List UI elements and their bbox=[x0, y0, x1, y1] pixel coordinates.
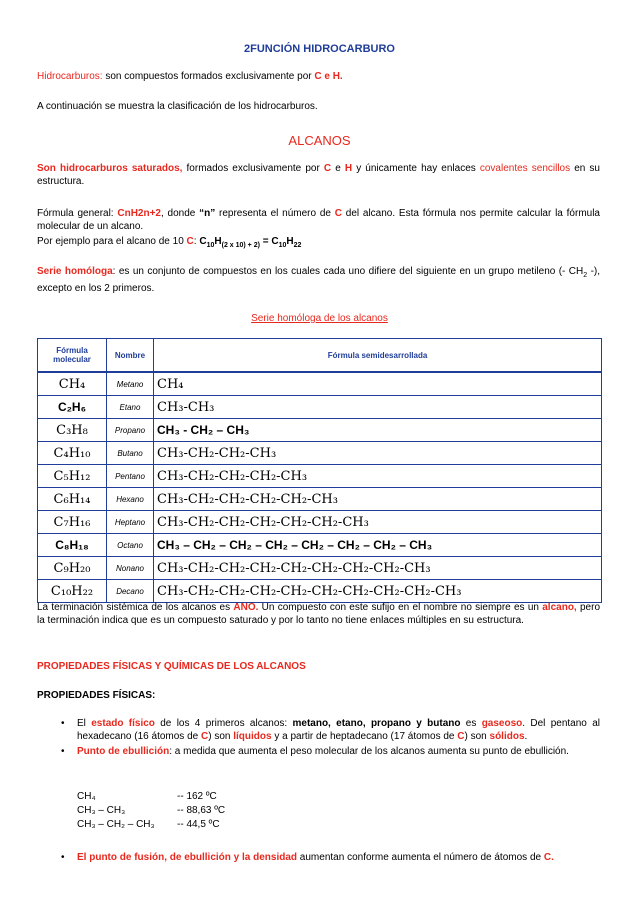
alkanes-table bbox=[37, 338, 602, 603]
physical-heading: PROPIEDADES FÍSICAS: bbox=[37, 690, 156, 701]
properties-list-2 bbox=[37, 851, 600, 864]
cell-semi: CH₃-CH₃ bbox=[154, 396, 602, 419]
cell-semi: CH₃ – CH₂ – CH₂ – CH₂ – CH₂ – CH₂ – CH₂ – CH₃ bbox=[154, 534, 602, 557]
cell-name: Hexano bbox=[107, 488, 154, 511]
cell-semi: CH₃-CH₂-CH₂-CH₂-CH₂-CH₂-CH₂-CH₂-CH₂-CH₃ bbox=[154, 580, 602, 603]
boiling-value: -- 162 ºC bbox=[177, 791, 217, 802]
header-molecular: Fórmula molecular bbox=[38, 339, 107, 373]
boiling-points bbox=[77, 790, 225, 832]
intro-paragraph: A continuación se muestra la clasificación de los hidrocarburos. bbox=[37, 101, 318, 112]
table-row bbox=[38, 534, 602, 557]
cell-molecular: C₅H₁₂ bbox=[38, 465, 107, 488]
header-name: Nombre bbox=[107, 339, 154, 373]
cell-molecular: CH₄ bbox=[38, 372, 107, 396]
terminacion-paragraph: La terminación sistémica de los alcanos es ANO. Un compuesto con este sufijo en el nombre no siempre es un alcano, pero la terminación indica que es un compuesto saturado y por lo tanto no tiene enlaces múltiples en su estructura. bbox=[37, 602, 601, 626]
saturated-paragraph: Son hidrocarburos saturados, formados exclusivamente por C e H y únicamente hay enlaces covalentes sencillos en su estructura. bbox=[37, 163, 600, 187]
cell-name: Heptano bbox=[107, 511, 154, 534]
table-row bbox=[38, 372, 602, 396]
compound: CH₃ – CH₃ bbox=[77, 805, 126, 816]
properties-list bbox=[37, 717, 600, 758]
alcanos-heading: ALCANOS bbox=[288, 133, 351, 148]
cell-semi: CH₃-CH₂-CH₂-CH₃ bbox=[154, 442, 602, 465]
table-row bbox=[38, 465, 602, 488]
cell-name: Propano bbox=[107, 419, 154, 442]
list-item: • Punto de ebullición: a medida que aumenta el peso molecular de los alcanos aumenta su punto de ebullición. bbox=[37, 745, 600, 758]
definition-paragraph: Hidrocarburos: son compuestos formados exclusivamente por C e H. bbox=[37, 71, 343, 82]
compound: CH₄ bbox=[77, 791, 96, 802]
page-title: 2FUNCIÓN HIDROCARBURO bbox=[244, 43, 395, 55]
cell-molecular: C₇H₁₆ bbox=[38, 511, 107, 534]
cell-semi: CH₃-CH₂-CH₂-CH₂-CH₂-CH₂-CH₂-CH₂-CH₃ bbox=[154, 557, 602, 580]
serie-table-title: Serie homóloga de los alcanos bbox=[251, 313, 388, 324]
table-row bbox=[38, 557, 602, 580]
cell-molecular: C₁₀H₂₂ bbox=[38, 580, 107, 603]
example-paragraph: Por ejemplo para el alcano de 10 C: $C_{10}H_{(2 x 10) + 2)} = C_{10}H_{22}$ bbox=[37, 236, 302, 249]
cell-name: Etano bbox=[107, 396, 154, 419]
table-row bbox=[38, 442, 602, 465]
boiling-point-row bbox=[77, 790, 225, 804]
cell-name: Nonano bbox=[107, 557, 154, 580]
cell-name: Butano bbox=[107, 442, 154, 465]
table-row bbox=[38, 419, 602, 442]
cell-name: Pentano bbox=[107, 465, 154, 488]
cell-molecular: C₄H₁₀ bbox=[38, 442, 107, 465]
header-semi: Fórmula semidesarrollada bbox=[154, 339, 602, 373]
cell-molecular: C₉H₂₀ bbox=[38, 557, 107, 580]
compound: CH₃ – CH₂ – CH₃ bbox=[77, 819, 155, 830]
cell-semi: CH₃-CH₂-CH₂-CH₂-CH₂-CH₂-CH₃ bbox=[154, 511, 602, 534]
cell-molecular: C₃H₈ bbox=[38, 419, 107, 442]
cell-name: Metano bbox=[107, 372, 154, 396]
serie-paragraph: Serie homóloga: es un conjunto de compuestos en los cuales cada uno difiere del siguiente en un grupo metileno (- $CH_2$ -), excepto en los 2 primeros. bbox=[37, 266, 601, 294]
boiling-value: -- 44,5 ºC bbox=[177, 819, 220, 830]
table-row bbox=[38, 580, 602, 603]
cell-semi: CH₃ - CH₂ – CH₃ bbox=[154, 419, 602, 442]
table-row bbox=[38, 488, 602, 511]
boiling-value: -- 88,63 ºC bbox=[177, 805, 226, 816]
cell-molecular: C₂H₆ bbox=[38, 396, 107, 419]
cell-name: Decano bbox=[107, 580, 154, 603]
cell-semi: CH₃-CH₂-CH₂-CH₂-CH₂-CH₃ bbox=[154, 488, 602, 511]
properties-heading: PROPIEDADES FÍSICAS Y QUÍMICAS DE LOS ALCANOS bbox=[37, 661, 306, 672]
cell-semi: CH₄ bbox=[154, 372, 602, 396]
boiling-point-row bbox=[77, 804, 225, 818]
cell-molecular: C₆H₁₄ bbox=[38, 488, 107, 511]
table-header-row bbox=[38, 339, 602, 373]
table-row bbox=[38, 396, 602, 419]
list-item: • El estado físico de los 4 primeros alcanos: metano, etano, propano y butano es gaseoso. Del pentano al hexadecano (16 átomos de C) son líquidos y a partir de heptadecano (17 átomos de C) son sólidos. bbox=[37, 717, 600, 743]
cell-semi: CH₃-CH₂-CH₂-CH₂-CH₃ bbox=[154, 465, 602, 488]
table-row bbox=[38, 511, 602, 534]
list-item: • El punto de fusión, de ebullición y la densidad aumentan conforme aumenta el número de átomos de C. bbox=[37, 851, 600, 864]
cell-molecular: C₈H₁₈ bbox=[38, 534, 107, 557]
formula-paragraph: Fórmula general: CnH2n+2, donde “n” representa el número de C del alcano. Esta fórmula nos permite calcular la fórmula molecular de un alcano. bbox=[37, 208, 600, 232]
cell-name: Octano bbox=[107, 534, 154, 557]
boiling-point-row bbox=[77, 818, 225, 832]
